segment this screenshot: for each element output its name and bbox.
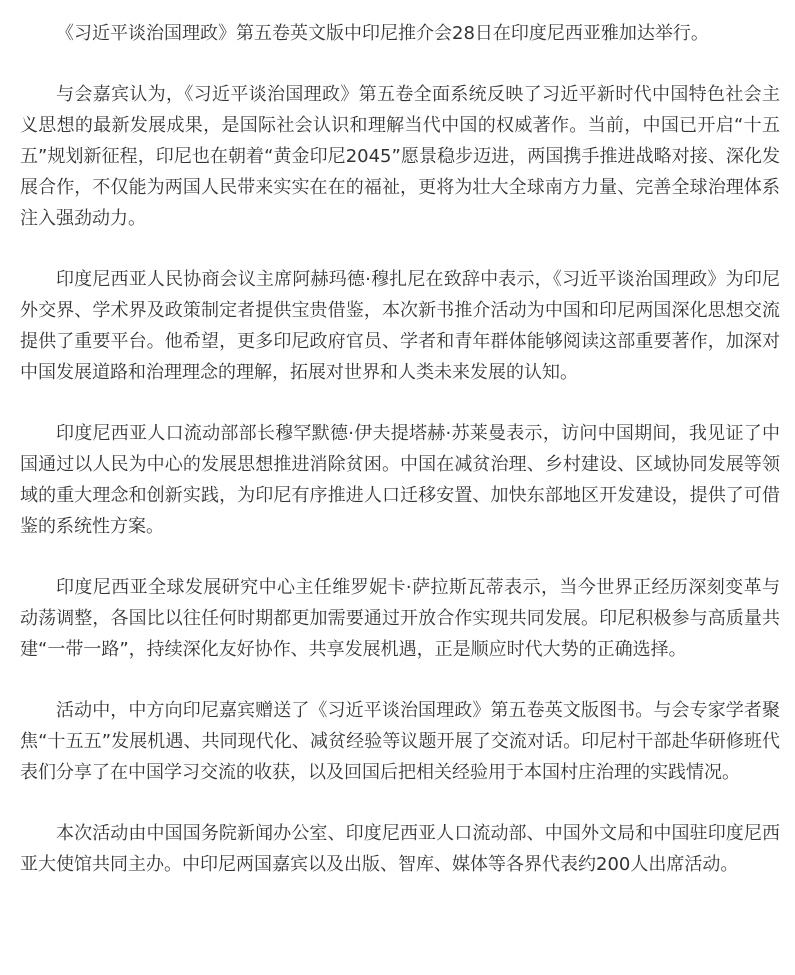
paragraph-minister-remarks: 印度尼西亚人口流动部部长穆罕默德·伊夫提塔赫·苏莱曼表示，访问中国期间，我见证了中国通过以人民为中心的发展思想推进消除贫困。中国在减贫治理、乡村建设、区域协同发展等领域的重大理念和创新实践，为印尼有序推进人口迁移安置、加快东部地区开发建设，提供了可借鉴的系统性方案。 (20, 423, 780, 537)
paragraph-muzani-speech: 印度尼西亚人民协商会议主席阿赫玛德·穆扎尼在致辞中表示，《习近平谈治国理政》为印尼外交界、学术界及政策制定者提供宝贵借鉴，本次新书推介活动为中国和印尼两国深化思想交流提供了重要平台。他希望，更多印尼政府官员、学者和青年群体能够阅读这部重要著作，加深对中国发展道路和治理理念的理解，拓展对世界和人类未来发展的认知。 (20, 269, 780, 383)
paragraph-intro: 《习近平谈治国理政》第五卷英文版中印尼推介会28日在印度尼西亚雅加达举行。 (56, 23, 709, 44)
article-body (20, 18, 780, 880)
paragraph-organizers: 本次活动由中国国务院新闻办公室、印度尼西亚人口流动部、中国外文局和中国驻印度尼西亚大使馆共同主办。中印尼两国嘉宾以及出版、智库、媒体等各界代表约200人出席活动。 (20, 823, 780, 875)
paragraph-research-center-remarks: 印度尼西亚全球发展研究中心主任维罗妮卡·萨拉斯瓦蒂表示，当今世界正经历深刻变革与动荡调整，各国比以往任何时期都更加需要通过开放合作实现共同发展。印尼积极参与高质量共建“一带一路”，持续深化友好协作、共享发展机遇，正是顺应时代大势的正确选择。 (20, 577, 780, 660)
paragraph-guests-view: 与会嘉宾认为，《习近平谈治国理政》第五卷全面系统反映了习近平新时代中国特色社会主义思想的最新发展成果，是国际社会认识和理解当代中国的权威著作。当前，中国已开启“十五五”规划新征程，印尼也在朝着“黄金印尼2045”愿景稳步迈进，两国携手推进战略对接、深化发展合作，不仅能为两国人民带来实实在在的福祉，更将为壮大全球南方力量、完善全球治理体系注入强劲动力。 (20, 84, 780, 229)
paragraph-event-activities: 活动中，中方向印尼嘉宾赠送了《习近平谈治国理政》第五卷英文版图书。与会专家学者聚焦“十五五”发展机遇、共同现代化、减贫经验等议题开展了交流对话。印尼村干部赴华研修班代表们分享了在中国学习交流的收获，以及回国后把相关经验用于本国村庄治理的实践情况。 (20, 700, 780, 783)
